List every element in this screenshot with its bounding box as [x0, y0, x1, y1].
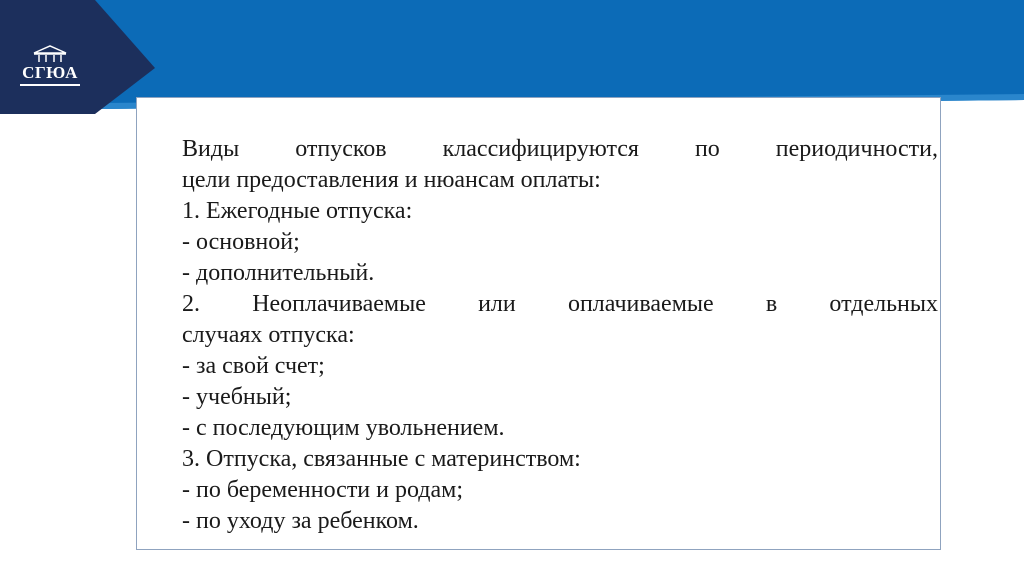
intro-line-1: Виды отпусков классифицируются по периодичности, [182, 136, 938, 162]
logo-text: СГЮА [22, 63, 78, 82]
list-item-2c: - с последующим увольнением. [182, 415, 505, 441]
content-text [182, 134, 938, 537]
list-item-1: 1. Ежегодные отпуска: [182, 198, 413, 224]
list-item-2b: - учебный; [182, 384, 292, 410]
list-item-1a: - основной; [182, 229, 300, 255]
logo [14, 44, 86, 96]
logo-underline [20, 84, 80, 86]
list-item-2a: - за свой счет; [182, 353, 325, 379]
building-icon [30, 44, 70, 64]
list-item-2-line-1: 2. Неоплачиваемые или оплачиваемые в отдельных [182, 291, 938, 317]
list-item-3b: - по уходу за ребенком. [182, 508, 419, 534]
blue-stripe [0, 0, 1024, 110]
content-box [136, 97, 941, 550]
intro-line-2: цели предоставления и нюансам оплаты: [182, 167, 601, 193]
list-item-2-line-2: случаях отпуска: [182, 322, 355, 348]
list-item-1b: - дополнительный. [182, 260, 375, 286]
list-item-3: 3. Отпуска, связанные с материнством: [182, 446, 581, 472]
list-item-3a: - по беременности и родам; [182, 477, 464, 503]
